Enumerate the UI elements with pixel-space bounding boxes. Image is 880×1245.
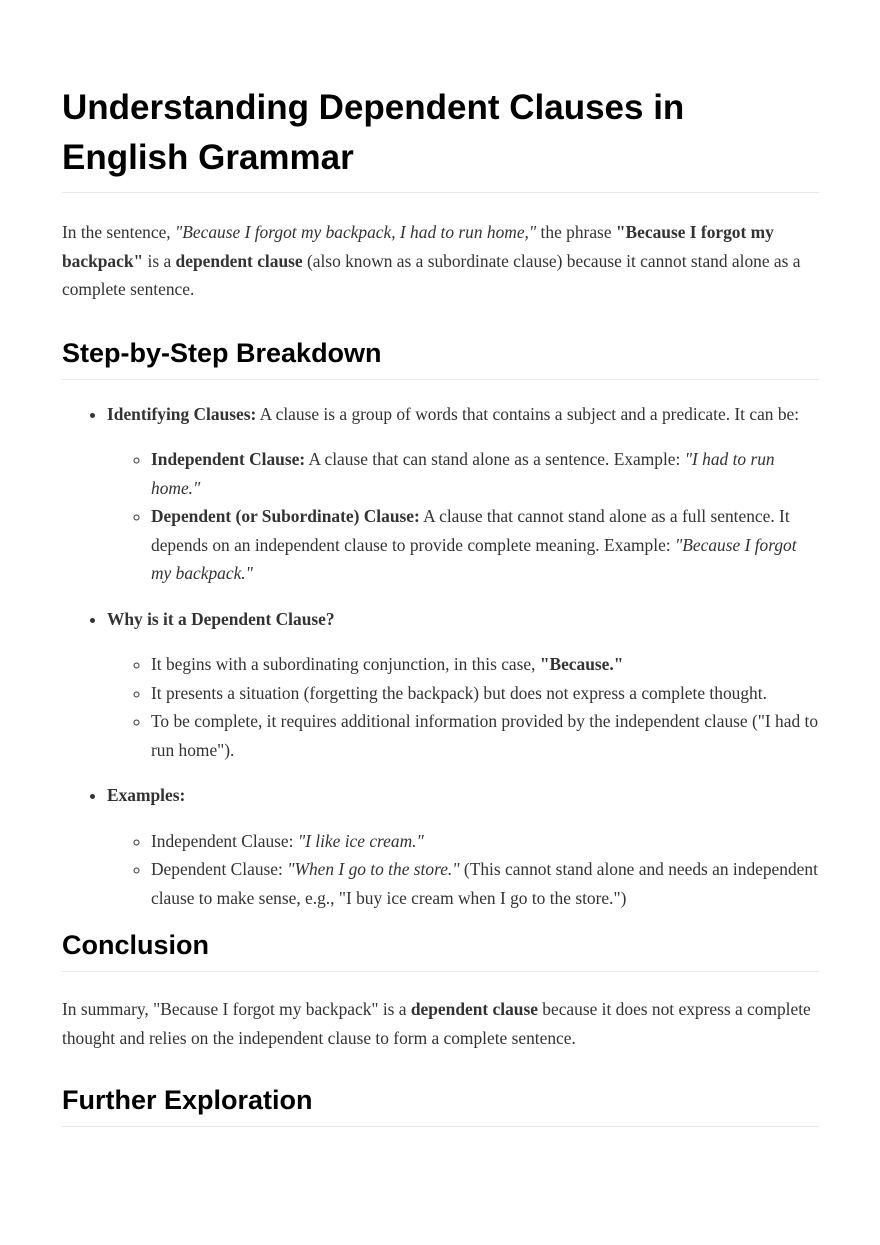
sublist-examples <box>107 827 819 913</box>
list-item-examples: • Examples: ◦ Independent Clause: "I like ice cream." ◦ Dependent Clause: "When I go to the store." (This cannot stand alone and needs an independent clause to make sense, e.g., "I buy ice cream when I go to the store.") <box>107 781 819 912</box>
example-sentence: "Because I forgot my backpack, I had to run home," <box>175 222 537 242</box>
section-heading-steps: Step-by-Step Breakdown <box>62 337 819 380</box>
list-item: ◦ It begins with a subordinating conjunction, in this case, "Because." <box>151 650 819 679</box>
intro-paragraph: In the sentence, "Because I forgot my backpack, I had to run home," the phrase "Because I forgot my backpack" is a dependent clause (also known as a subordinate clause) because it cannot stand alone as a complete sentence. <box>62 222 801 299</box>
list-item-identifying: • Identifying Clauses: A clause is a group of words that contains a subject and a predicate. It can be: ◦ Independent Clause: A clause that can stand alone as a sentence. Example: "I had to run home." ◦ Dependent (or Subordinate) Clause: A clause that cannot stand alone as a full sentence. It depends on an independent clause to provide complete meaning. Example: "Because I forgot my backpack." <box>107 400 819 588</box>
document <box>62 0 819 1127</box>
list-item-why: • Why is it a Dependent Clause? ◦ It begins with a subordinating conjunction, in this case, "Because." ◦ It presents a situation (forgetting the backpack) but does not express a complete thought. ◦ To be complete, it requires additional information provided by the independent clause ("I had to run home"). <box>107 605 819 765</box>
list-item: ◦ To be complete, it requires additional information provided by the independent clause ("I had to run home"). <box>151 707 819 764</box>
key-term: dependent clause <box>410 999 538 1019</box>
list-item-dependent: ◦ Dependent (or Subordinate) Clause: A clause that cannot stand alone as a full sentence. It depends on an independent clause to provide complete meaning. Example: "Because I forgot my backpack." <box>151 502 819 588</box>
list-item-independent: ◦ Independent Clause: A clause that can stand alone as a sentence. Example: "I had to run home." <box>151 445 819 502</box>
key-term: dependent clause <box>175 250 303 271</box>
steps-list <box>62 400 819 913</box>
section-heading-conclusion: Conclusion <box>62 929 819 972</box>
list-item: ◦ Dependent Clause: "When I go to the store." (This cannot stand alone and needs an independent clause to make sense, e.g., "I buy ice cream when I go to the store.") <box>151 855 819 912</box>
sublist-why <box>107 650 819 764</box>
page-title: Understanding Dependent Clauses in English Grammar <box>62 0 819 193</box>
list-item: ◦ It presents a situation (forgetting the backpack) but does not express a complete thought. <box>151 679 819 708</box>
sublist-clause-types <box>107 445 819 588</box>
section-heading-further: Further Exploration <box>62 1084 819 1127</box>
highlighted-phrase: "Because I forgot my backpack" <box>62 222 774 271</box>
conclusion-paragraph: In summary, "Because I forgot my backpack" is a dependent clause because it does not express a complete thought and relies on the independent clause to form a complete sentence. <box>62 999 811 1048</box>
list-item: ◦ Independent Clause: "I like ice cream." <box>151 827 819 856</box>
